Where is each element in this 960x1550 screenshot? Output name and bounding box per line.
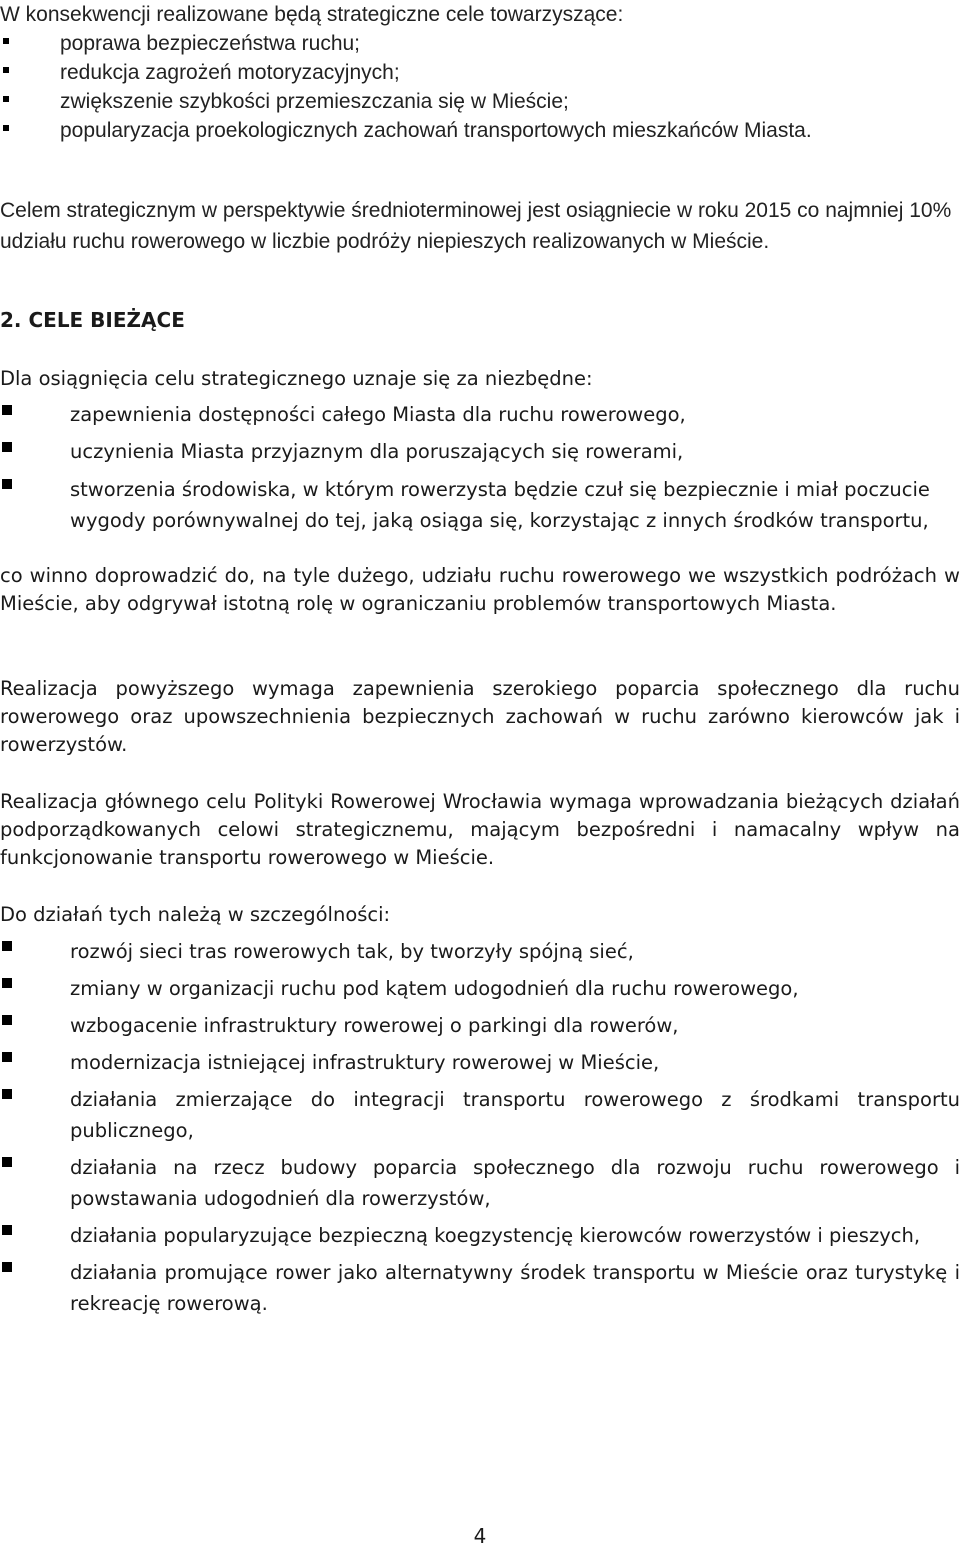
strategic-goal-paragraph: Celem strategicznym w perspektywie średnioterminowej jest osiągniecie w roku 2015 co najmniej 10% udziału ruchu rowerowego w liczbie podróży niepieszych realizowanych w Mieście. <box>0 199 952 253</box>
bullet-square-icon <box>2 1262 12 1272</box>
list-item: działania na rzecz budowy poparcia społecznego dla rozwoju ruchu rowerowego i powstawania udogodnień dla rowerzystów, <box>0 1152 960 1214</box>
bullet-square-icon <box>2 442 12 452</box>
list-item: modernizacja istniejącej infrastruktury rowerowej w Mieście, <box>0 1047 960 1078</box>
list-item: stworzenia środowiska, w którym rowerzysta będzie czuł się bezpiecznie i miał poczucie wygody porównywalnej do tej, jaką osiąga się, korzystając z innych środków transportu, <box>0 474 960 536</box>
requirements-list <box>0 400 960 543</box>
actions-lead: Do działań tych należą w szczególności: <box>0 903 391 926</box>
bullet-square-icon <box>2 1015 12 1025</box>
bullet-square-icon <box>3 96 9 102</box>
bullet-square-icon <box>2 1089 12 1099</box>
bullet-square-icon <box>2 1052 12 1062</box>
bullet-square-icon <box>2 978 12 988</box>
bullet-square-icon <box>3 125 9 131</box>
list-item: zapewnienia dostępności całego Miasta dla ruchu rowerowego, <box>0 400 960 430</box>
list-item: redukcja zagrożeń motoryzacyjnych; <box>0 58 960 87</box>
support-paragraph: Realizacja powyższego wymaga zapewnienia szerokiego poparcia społecznego dla ruchu rowerowego oraz upowszechnienia bezpiecznych zachowań w ruchu zarówno kierowców jak i rowerzystów. <box>0 677 960 756</box>
bullet-square-icon <box>2 941 12 951</box>
bullet-square-icon <box>3 67 9 73</box>
bullet-square-icon <box>3 38 9 44</box>
list-item: działania zmierzające do integracji transportu rowerowego z środkami transportu publicznego, <box>0 1084 960 1146</box>
requirements-conclusion: co winno doprowadzić do, na tyle dużego, udziału ruchu rowerowego we wszystkich podróżach w Mieście, aby odgrywał istotną rolę w ograniczaniu problemów transportowych Miasta. <box>0 564 960 615</box>
list-item: popularyzacja proekologicznych zachowań transportowych mieszkańców Miasta. <box>0 116 960 145</box>
page-number: 4 <box>473 1524 487 1548</box>
bullet-square-icon <box>2 1225 12 1235</box>
bullet-square-icon <box>2 479 12 489</box>
list-item: poprawa bezpieczeństwa ruchu; <box>0 29 960 58</box>
actions-list <box>0 936 960 1325</box>
requirements-lead: Dla osiągnięcia celu strategicznego uznaje się za niezbędne: <box>0 367 593 390</box>
list-item: działania promujące rower jako alternatywny środek transportu w Mieście oraz turystykę i rekreację rowerową. <box>0 1257 960 1319</box>
list-item: rozwój sieci tras rowerowych tak, by tworzyły spójną sieć, <box>0 936 960 967</box>
list-item: zwiększenie szybkości przemieszczania się w Mieście; <box>0 87 960 116</box>
list-item: działania popularyzujące bezpieczną koegzystencję kierowców rowerzystów i pieszych, <box>0 1220 960 1251</box>
list-item: uczynienia Miasta przyjaznym dla poruszających się rowerami, <box>0 437 960 467</box>
list-item: zmiany w organizacji ruchu pod kątem udogodnień dla ruchu rowerowego, <box>0 973 960 1004</box>
policy-paragraph: Realizacja głównego celu Polityki Rowerowej Wrocławia wymaga wprowadzania bieżących działań podporządkowanych celowi strategicznemu, mającym bezpośredni i namacalny wpływ na funkcjonowanie transportu rowerowego w Mieście. <box>0 790 960 869</box>
companion-goals-list <box>0 29 960 145</box>
list-item: wzbogacenie infrastruktury rowerowej o parkingi dla rowerów, <box>0 1010 960 1041</box>
bullet-square-icon <box>2 1157 12 1167</box>
intro-line: W konsekwencji realizowane będą strategiczne cele towarzyszące: <box>0 3 624 26</box>
bullet-square-icon <box>2 405 12 415</box>
section-heading: 2. CELE BIEŻĄCE <box>0 308 185 332</box>
